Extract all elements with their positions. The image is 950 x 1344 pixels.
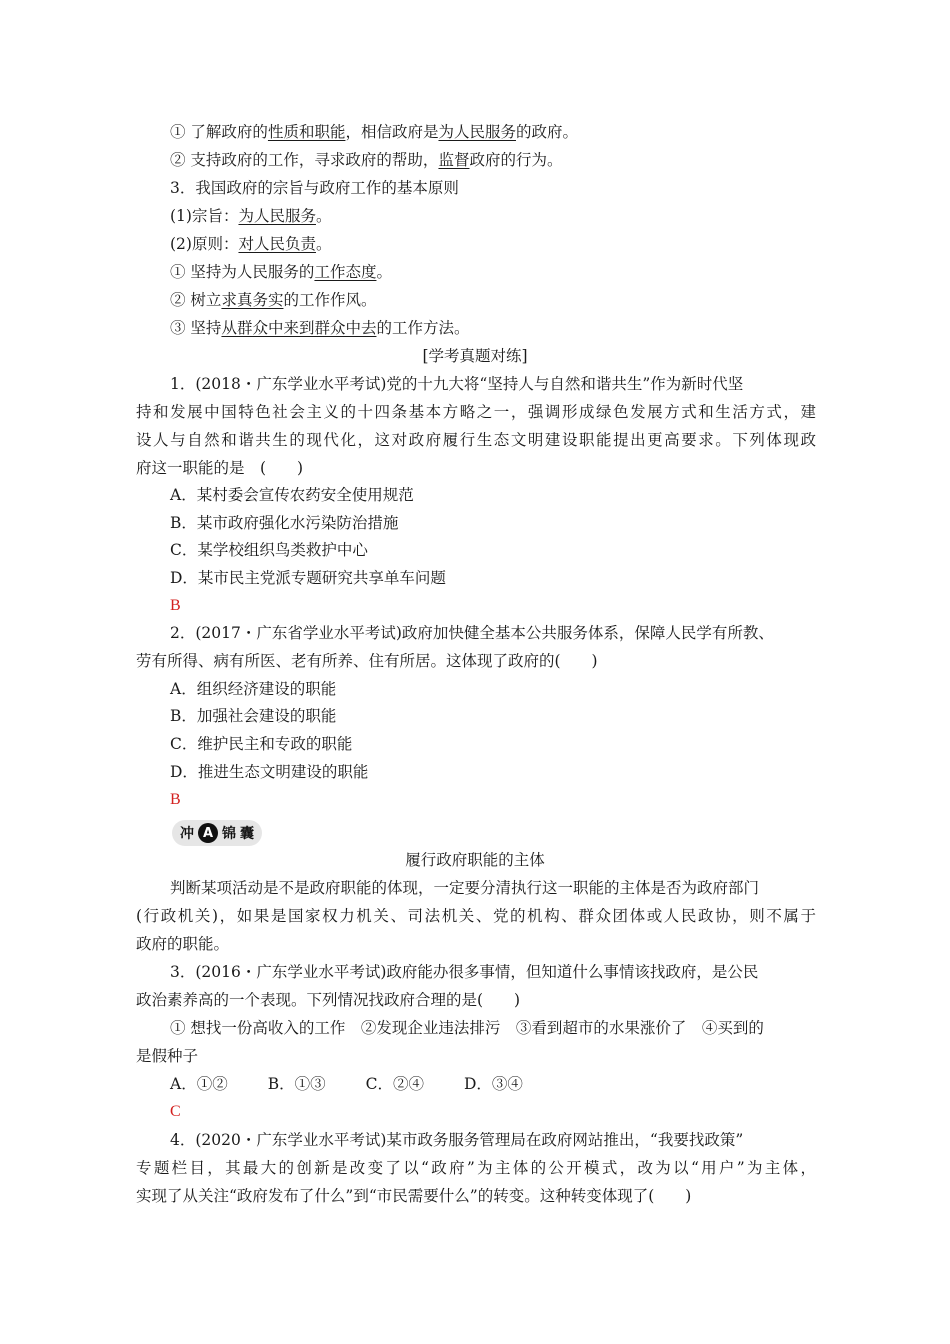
q3-line: ① 想找一份高收入的工作 ②发现企业违法排污 ③看到超市的水果涨价了 ④买到的: [170, 1019, 764, 1037]
understand-government-line: [170, 122, 578, 142]
q1-option-a: A．某村委会宣传农药安全使用规范: [170, 486, 414, 504]
text: ① 坚持为人民服务的: [170, 263, 315, 281]
underlined-term: 为人民服务: [438, 123, 516, 141]
q3-line: 是假种子: [136, 1047, 199, 1065]
support-government-line: [170, 150, 562, 170]
q1-option-b: B．某市政府强化水污染防治措施: [170, 514, 399, 532]
q1-line: 1．(2018・广东学业水平考试)党的十九大将“坚持人与自然和谐共生”作为新时代坚: [170, 375, 744, 393]
q3-line: 政治素养高的一个表现。下列情况找政府合理的是( ): [136, 991, 521, 1009]
tip-title: 履行政府职能的主体: [405, 851, 545, 869]
text: ① 了解政府的: [170, 123, 268, 141]
principle-sub-2: [170, 290, 376, 310]
q1-option-c: C．某学校组织鸟类救护中心: [170, 541, 368, 559]
text: 。: [315, 235, 332, 253]
q1-line: 持和发展中国特色社会主义的十四条基本方略之一，强调形成绿色发展方式和生活方式，建: [136, 403, 816, 421]
underlined-term: 求真务实: [221, 291, 284, 309]
q1-option-d: D．某市民主党派专题研究共享单车问题: [170, 569, 446, 587]
text: 的工作方法。: [376, 319, 470, 337]
text: ，相信政府是: [345, 123, 439, 141]
tip-line: (行政机关)，如果是国家权力机关、司法机关、党的机构、群众团体或人民政协，则不属于: [136, 907, 816, 925]
text: 的政府。: [515, 123, 578, 141]
q2-option-c: C．维护民主和专政的职能: [170, 735, 353, 753]
section-heading: 3．我国政府的宗旨与政府工作的基本原则: [170, 179, 459, 197]
q1-line: 府这一职能的是 ( ): [136, 459, 304, 477]
text: 。: [376, 263, 392, 281]
q1-answer: B: [170, 597, 181, 614]
badge-char: 冲: [180, 826, 194, 842]
q2-answer: B: [170, 791, 181, 808]
q3-answer: C: [170, 1103, 181, 1120]
text: (1)宗旨：: [170, 207, 239, 225]
text: ② 树立: [170, 291, 222, 309]
text: 的工作作风。: [283, 291, 377, 309]
q1-line: 设人与自然和谐共生的现代化，这对政府履行生态文明建设职能提出更高要求。下列体现政: [136, 431, 816, 449]
q2-option-b: B．加强社会建设的职能: [170, 707, 337, 725]
q4-line: 4．(2020・广东学业水平考试)某市政务服务管理局在政府网站推出，“我要找政策”: [170, 1131, 744, 1149]
underlined-term: 工作态度: [314, 263, 377, 281]
q4-line: 专题栏目，其最大的创新是改变了以“政府”为主体的公开模式，改为以“用户”为主体，: [136, 1159, 816, 1177]
practice-title: [学考真题对练]: [422, 347, 528, 365]
q4-line: 实现了从关注“政府发布了什么”到“市民需要什么”的转变。这种转变体现了( ): [136, 1187, 692, 1205]
text: 政府的行为。: [469, 151, 563, 169]
principle-sub-1: [170, 262, 392, 282]
tip-line: 政府的职能。: [136, 935, 230, 953]
q3-line: 3．(2016・广东学业水平考试)政府能办很多事情，但知道什么事情该找政府，是公民: [170, 963, 759, 981]
principle-sub-3: [170, 318, 469, 338]
q2-option-a: A．组织经济建设的职能: [170, 680, 337, 698]
q2-line: 2．(2017・广东省学业水平考试)政府加快健全基本公共服务体系，保障人民学有所教、: [170, 624, 774, 642]
text: 。: [315, 207, 332, 225]
q3-options: [170, 1074, 563, 1094]
underlined-term: 性质和职能: [267, 123, 346, 141]
tip-line: 判断某项活动是不是政府职能的体现，一定要分清执行这一职能的主体是否为政府部门: [170, 879, 760, 897]
q3-option-a: A．①②: [170, 1075, 228, 1093]
underlined-term: 监督: [438, 151, 470, 169]
principle-item: [170, 234, 332, 254]
underlined-term: 从群众中来到群众中去: [221, 319, 377, 337]
underlined-term: 为人民服务: [238, 207, 316, 225]
purpose-item: [170, 206, 332, 226]
text: (2)原则：: [170, 235, 239, 253]
badge-char: 锦: [222, 826, 236, 842]
q3-option-b: B．①③: [267, 1075, 326, 1093]
text: ② 支持政府的工作，寻求政府的帮助，: [170, 151, 439, 169]
text: ③ 坚持: [170, 319, 222, 337]
underlined-term: 对人民负责: [238, 235, 316, 253]
q3-option-c: C．②④: [365, 1075, 424, 1093]
tip-badge: [172, 820, 262, 846]
q2-line: 劳有所得、病有所医、老有所养、住有所居。这体现了政府的( ): [136, 652, 598, 670]
q3-option-d: D．③④: [463, 1075, 523, 1093]
badge-char: 囊: [240, 826, 254, 842]
q2-option-d: D．推进生态文明建设的职能: [170, 763, 369, 781]
badge-char: A: [198, 823, 218, 843]
